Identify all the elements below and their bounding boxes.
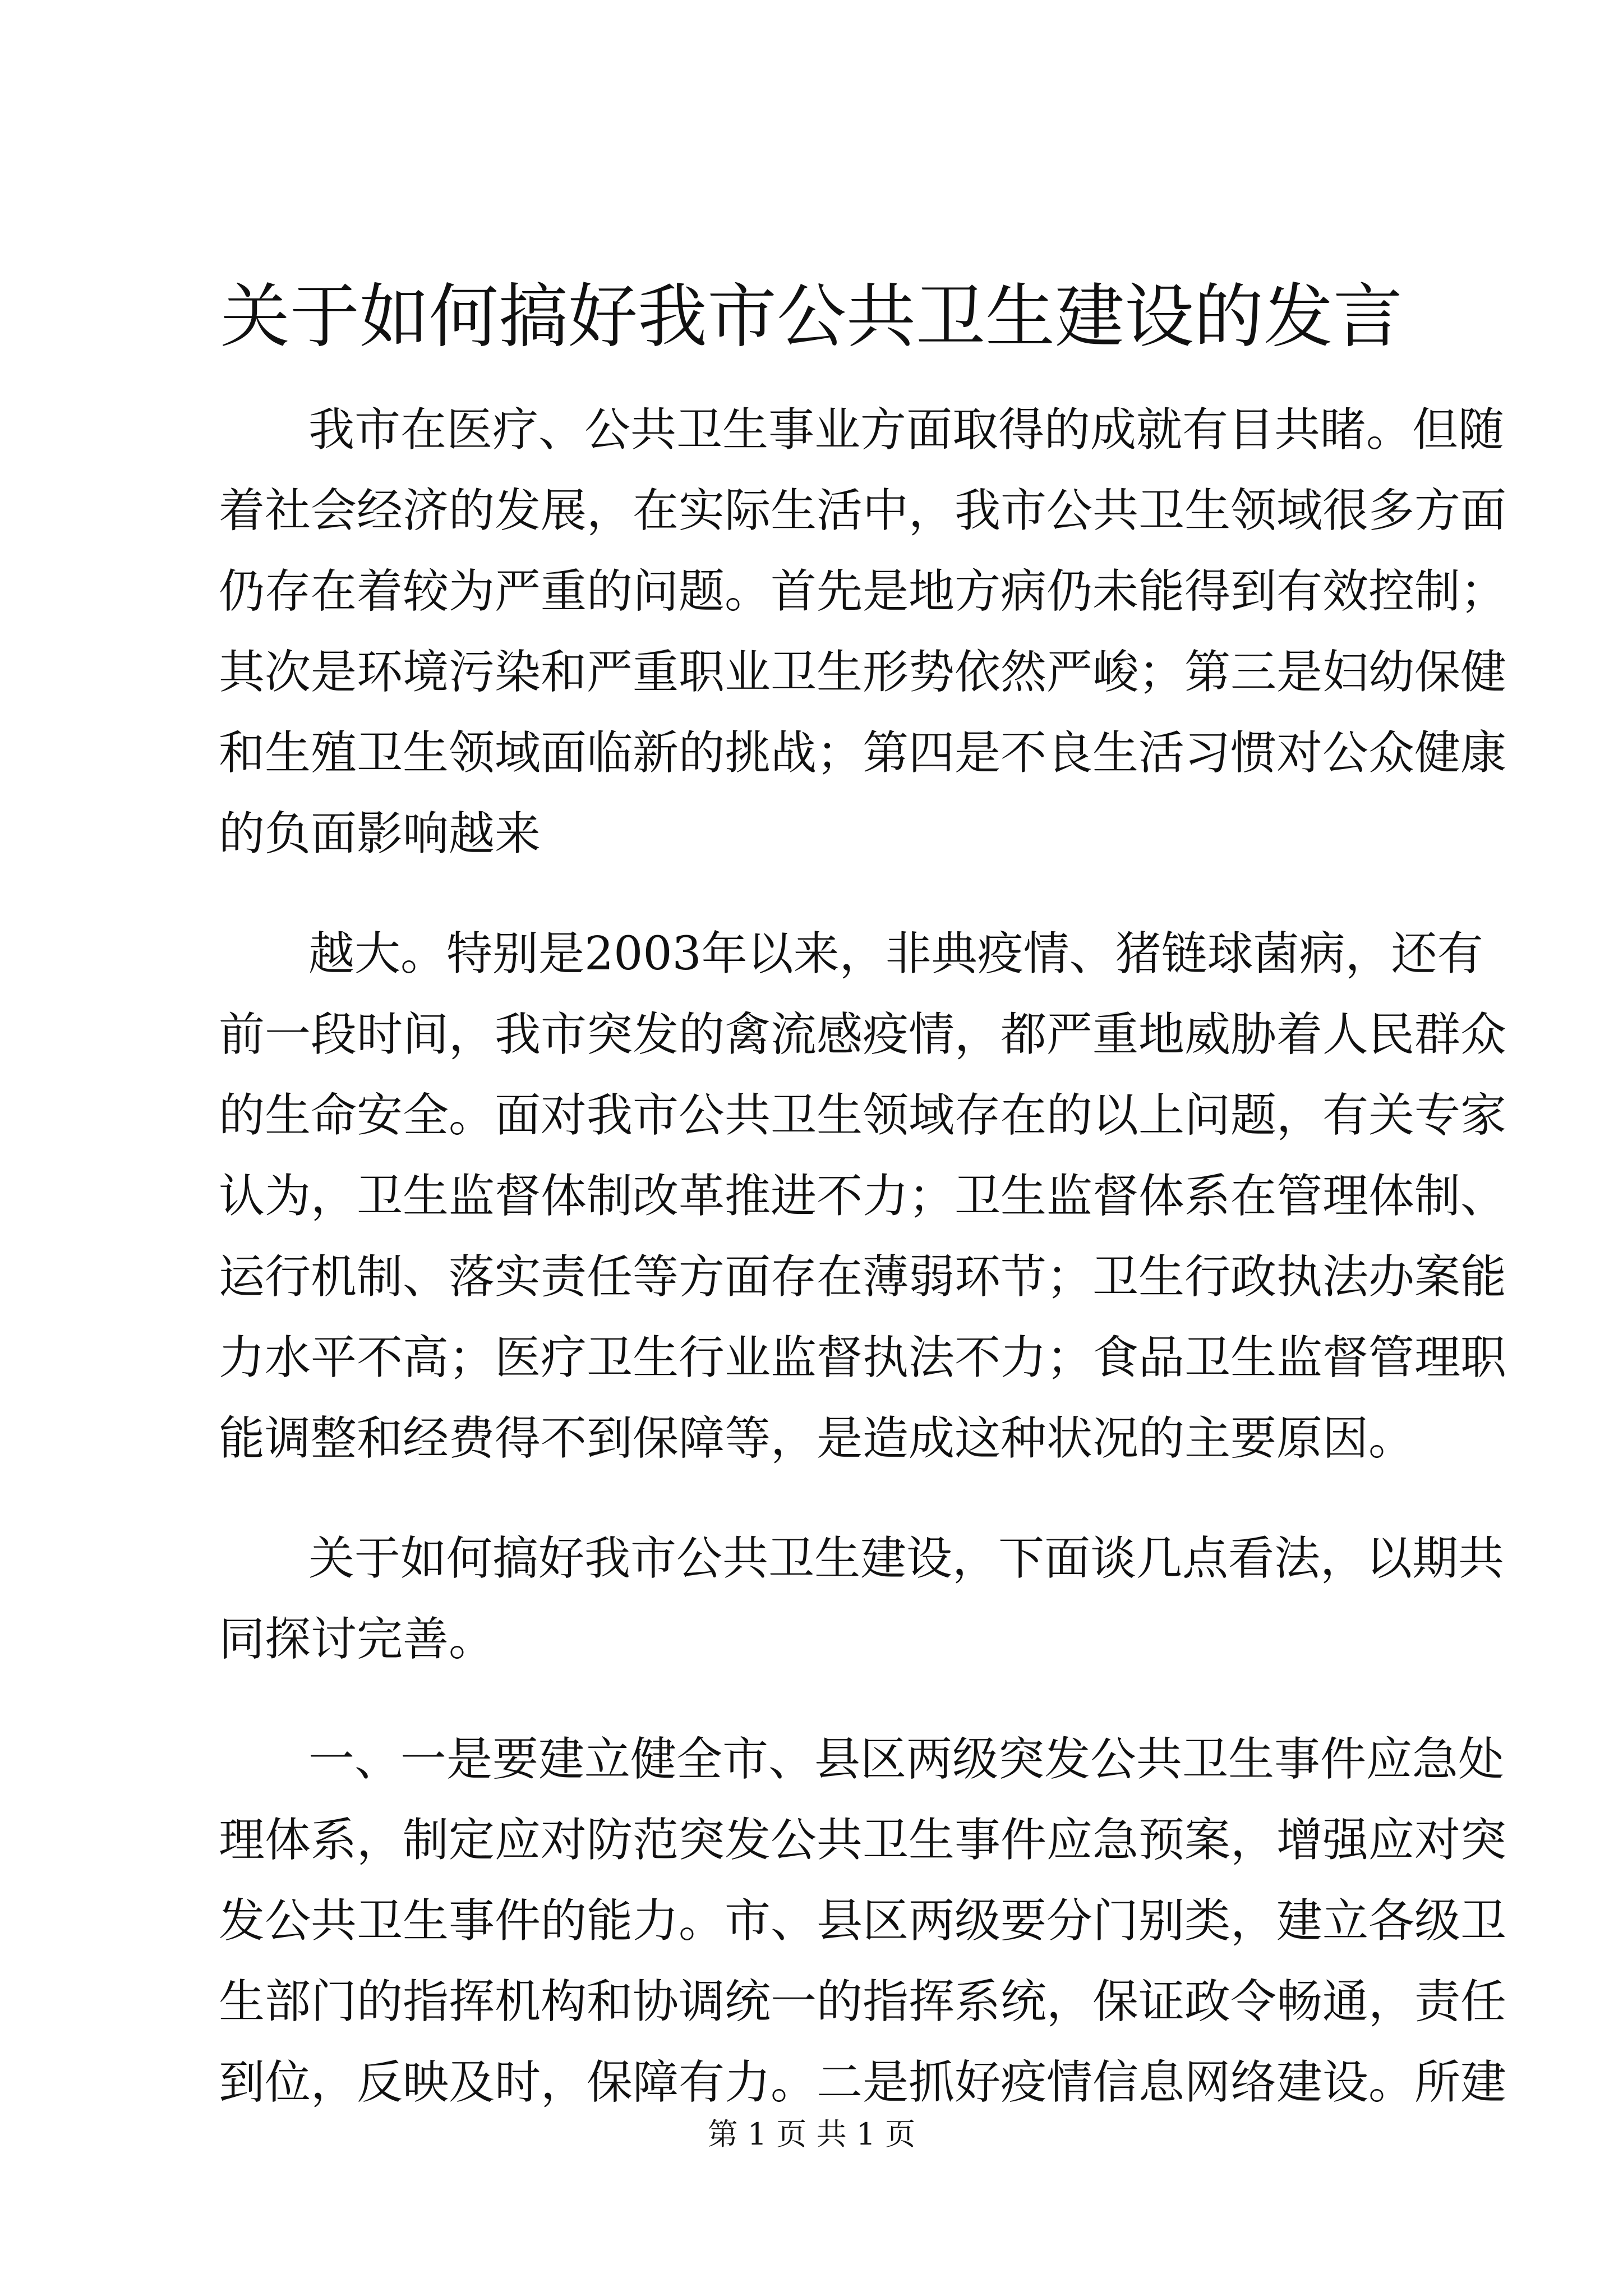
paragraph-gap bbox=[219, 1680, 1408, 1719]
paragraph-1-line-1: 我市在医疗、公共卫生事业方面取得的成就有目共睹。但随 bbox=[308, 403, 1505, 457]
document-body bbox=[219, 390, 1507, 2123]
paragraph-2-line-3: 的生命安全。面对我市公共卫生领域存在的以上问题，有关专家 bbox=[219, 1089, 1507, 1142]
paragraph-gap bbox=[219, 875, 1408, 914]
paragraph-3-line-1: 关于如何搞好我市公共卫生建设，下面谈几点看法，以期共 bbox=[308, 1532, 1505, 1585]
paragraph-1-line-4: 其次是环境污染和严重职业卫生形势依然严峻；第三是妇幼保健 bbox=[219, 646, 1507, 699]
paragraph-1-line-5: 和生殖卫生领域面临新的挑战；第四是不良生活习惯对公众健康 bbox=[219, 726, 1507, 780]
paragraph-gap bbox=[219, 1479, 1408, 1519]
paragraph-4-line-3: 发公共卫生事件的能力。市、县区两级要分门别类，建立各级卫 bbox=[219, 1894, 1507, 1948]
paragraph-3-line-2: 同探讨完善。 bbox=[219, 1613, 495, 1666]
paragraph-2-line-6: 力水平不高；医疗卫生行业监督执法不力；食品卫生监督管理职 bbox=[219, 1331, 1507, 1384]
paragraph-4-line-1: 一、一是要建立健全市、县区两级突发公共卫生事件应急处 bbox=[308, 1733, 1505, 1786]
paragraph-1-line-2: 着社会经济的发展，在实际生活中，我市公共卫生领域很多方面 bbox=[219, 484, 1507, 537]
paragraph-4-line-5: 到位，反映及时，保障有力。二是抓好疫情信息网络建设。所建 bbox=[219, 2056, 1507, 2109]
paragraph-2-line-5: 运行机制、落实责任等方面存在薄弱环节；卫生行政执法办案能 bbox=[219, 1250, 1507, 1304]
page-number-footer: 第 1 页 共 1 页 bbox=[707, 2116, 916, 2152]
paragraph-1-line-6: 的负面影响越来 bbox=[219, 807, 541, 861]
paragraph-2-line-2: 前一段时间，我市突发的禽流感疫情，都严重地威胁着人民群众 bbox=[219, 1008, 1507, 1061]
paragraph-4-line-4: 生部门的指挥机构和协调统一的指挥系统，保证政令畅通，责任 bbox=[219, 1975, 1507, 2028]
document-title: 关于如何搞好我市公共卫生建设的发言 bbox=[220, 277, 1403, 357]
paragraph-4-line-2: 理体系，制定应对防范突发公共卫生事件应急预案，增强应对突 bbox=[219, 1814, 1507, 1867]
paragraph-2-line-7: 能调整和经费得不到保障等，是造成这种状况的主要原因。 bbox=[219, 1412, 1415, 1465]
paragraph-2-line-4: 认为，卫生监督体制改革推进不力；卫生监督体系在管理体制、 bbox=[219, 1170, 1507, 1223]
paragraph-1-line-3: 仍存在着较为严重的问题。首先是地方病仍未能得到有效控制； bbox=[219, 565, 1507, 618]
paragraph-2-line-1: 越大。特别是2003年以来，非典疫情、猪链球菌病，还有 bbox=[308, 927, 1483, 981]
